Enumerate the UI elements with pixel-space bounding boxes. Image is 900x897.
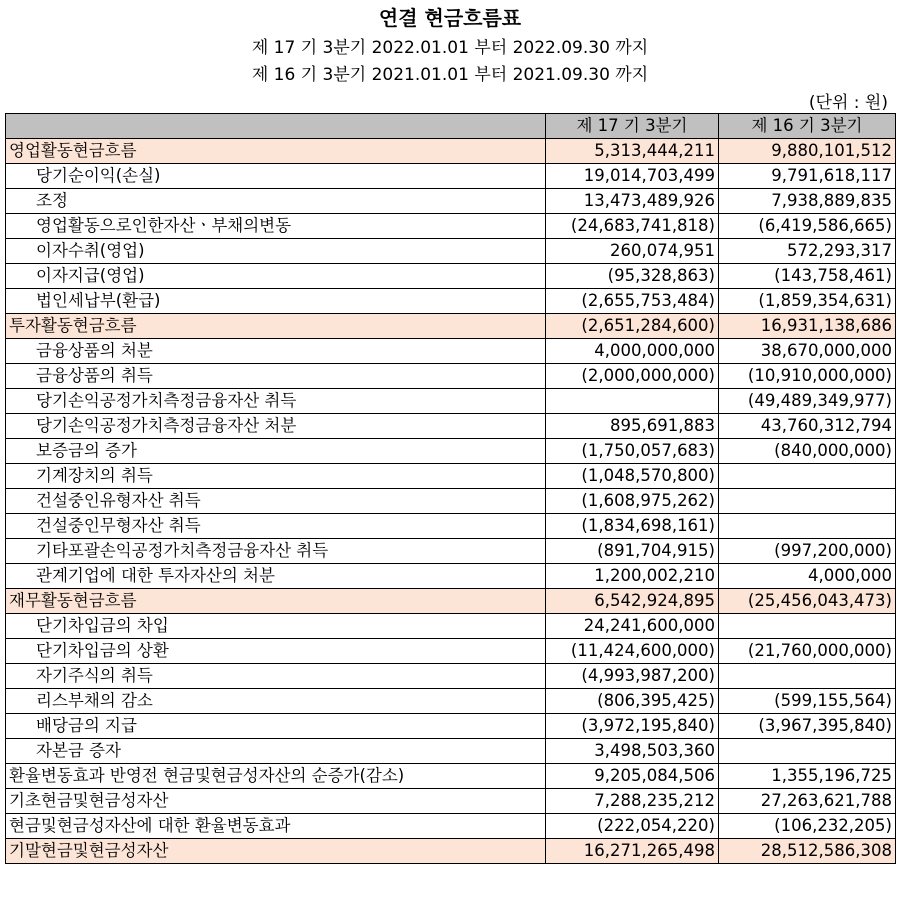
row-label: 기초현금및현금성자산 (6, 789, 546, 814)
current-value: (2,655,753,484) (546, 289, 719, 314)
prior-value (719, 664, 896, 689)
prior-value: 43,760,312,794 (719, 414, 896, 439)
row-label: 기말현금및현금성자산 (6, 839, 546, 864)
current-value: (3,972,195,840) (546, 714, 719, 739)
prior-value: 1,355,196,725 (719, 764, 896, 789)
current-value: 260,074,951 (546, 239, 719, 264)
current-value: 1,200,002,210 (546, 564, 719, 589)
current-value: (95,328,863) (546, 264, 719, 289)
row-label: 단기차입금의 차입 (6, 614, 546, 639)
prior-value: (997,200,000) (719, 539, 896, 564)
table-row (6, 214, 896, 239)
cash-flow-table (5, 113, 896, 864)
table-row (6, 164, 896, 189)
table-row (6, 689, 896, 714)
total-row (6, 764, 896, 789)
prior-value: 9,880,101,512 (719, 139, 896, 164)
row-label: 금융상품의 처분 (6, 339, 546, 364)
row-label: 당기손익공정가치측정금융자산 취득 (6, 389, 546, 414)
current-value: (4,993,987,200) (546, 664, 719, 689)
table-row (6, 339, 896, 364)
table-row (6, 389, 896, 414)
current-value: 6,542,924,895 (546, 589, 719, 614)
prior-value: 28,512,586,308 (719, 839, 896, 864)
table-row (6, 739, 896, 764)
table-row (6, 639, 896, 664)
row-label: 보증금의 증가 (6, 439, 546, 464)
prior-value: 7,938,889,835 (719, 189, 896, 214)
prior-value: 38,670,000,000 (719, 339, 896, 364)
period-current: 제 17 기 3분기 2022.01.01 부터 2022.09.30 까지 (251, 38, 649, 58)
prior-value (719, 464, 896, 489)
prior-value (719, 739, 896, 764)
current-value: (806,395,425) (546, 689, 719, 714)
table-row (6, 439, 896, 464)
current-value: (2,651,284,600) (546, 314, 719, 339)
row-label: 당기손익공정가치측정금융자산 처분 (6, 414, 546, 439)
prior-value: (599,155,564) (719, 689, 896, 714)
row-label: 환율변동효과 반영전 현금및현금성자산의 순증가(감소) (6, 764, 546, 789)
table-row (6, 489, 896, 514)
header-prior-period: 제 16 기 3분기 (719, 114, 896, 139)
row-label: 자기주식의 취득 (6, 664, 546, 689)
row-label: 투자활동현금흐름 (6, 314, 546, 339)
table-row (6, 289, 896, 314)
document-title: 연결 현금흐름표 (378, 6, 522, 30)
row-label: 금융상품의 취득 (6, 364, 546, 389)
prior-value: (6,419,586,665) (719, 214, 896, 239)
row-label: 이자수취(영업) (6, 239, 546, 264)
row-label: 건설중인유형자산 취득 (6, 489, 546, 514)
row-label: 관계기업에 대한 투자자산의 처분 (6, 564, 546, 589)
current-value: (222,054,220) (546, 814, 719, 839)
row-label: 기타포괄손익공정가치측정금융자산 취득 (6, 539, 546, 564)
current-value: 19,014,703,499 (546, 164, 719, 189)
prior-value: 4,000,000 (719, 564, 896, 589)
current-value: 895,691,883 (546, 414, 719, 439)
row-label: 리스부채의 감소 (6, 689, 546, 714)
row-label: 건설중인무형자산 취득 (6, 514, 546, 539)
prior-value: (21,760,000,000) (719, 639, 896, 664)
prior-value: (25,456,043,473) (719, 589, 896, 614)
section-row (6, 314, 896, 339)
current-value: 9,205,084,506 (546, 764, 719, 789)
table-row (6, 539, 896, 564)
row-label: 영업활동으로인한자산ㆍ부채의변동 (6, 214, 546, 239)
row-label: 법인세납부(환급) (6, 289, 546, 314)
current-value: (11,424,600,000) (546, 639, 719, 664)
current-value: 24,241,600,000 (546, 614, 719, 639)
table-body (6, 139, 896, 864)
total-row (6, 814, 896, 839)
current-value (546, 389, 719, 414)
current-value: (891,704,915) (546, 539, 719, 564)
period-prior: 제 16 기 3분기 2021.01.01 부터 2021.09.30 까지 (251, 65, 649, 85)
prior-value: (3,967,395,840) (719, 714, 896, 739)
current-value: 13,473,489,926 (546, 189, 719, 214)
prior-value (719, 614, 896, 639)
current-value: 4,000,000,000 (546, 339, 719, 364)
section-row (6, 139, 896, 164)
prior-value: (49,489,349,977) (719, 389, 896, 414)
row-label: 이자지급(영업) (6, 264, 546, 289)
prior-value: 16,931,138,686 (719, 314, 896, 339)
prior-value: (840,000,000) (719, 439, 896, 464)
header-current-period: 제 17 기 3분기 (546, 114, 719, 139)
prior-value: (10,910,000,000) (719, 364, 896, 389)
current-value: (1,048,570,800) (546, 464, 719, 489)
prior-value (719, 489, 896, 514)
current-value: 3,498,503,360 (546, 739, 719, 764)
current-value: (2,000,000,000) (546, 364, 719, 389)
table-row (6, 464, 896, 489)
prior-value: 27,263,621,788 (719, 789, 896, 814)
current-value: (1,834,698,161) (546, 514, 719, 539)
header-row (6, 114, 896, 139)
header-label (6, 114, 546, 139)
section-row (6, 839, 896, 864)
table-row (6, 239, 896, 264)
row-label: 조정 (6, 189, 546, 214)
row-label: 재무활동현금흐름 (6, 589, 546, 614)
table-row (6, 189, 896, 214)
prior-value: (106,232,205) (719, 814, 896, 839)
current-value: 5,313,444,211 (546, 139, 719, 164)
row-label: 기계장치의 취득 (6, 464, 546, 489)
prior-value (719, 514, 896, 539)
row-label: 영업활동현금흐름 (6, 139, 546, 164)
table-row (6, 264, 896, 289)
prior-value: (1,859,354,631) (719, 289, 896, 314)
prior-value: 9,791,618,117 (719, 164, 896, 189)
row-label: 자본금 증자 (6, 739, 546, 764)
table-row (6, 364, 896, 389)
row-label: 배당금의 지급 (6, 714, 546, 739)
table-row (6, 514, 896, 539)
section-row (6, 589, 896, 614)
current-value: (1,608,975,262) (546, 489, 719, 514)
unit-label: (단위 : 원) (808, 93, 888, 113)
total-row (6, 789, 896, 814)
current-value: 16,271,265,498 (546, 839, 719, 864)
current-value: (1,750,057,683) (546, 439, 719, 464)
table-row (6, 614, 896, 639)
table-row (6, 414, 896, 439)
table-row (6, 714, 896, 739)
table-row (6, 564, 896, 589)
row-label: 단기차입금의 상환 (6, 639, 546, 664)
row-label: 당기순이익(손실) (6, 164, 546, 189)
row-label: 현금및현금성자산에 대한 환율변동효과 (6, 814, 546, 839)
current-value: (24,683,741,818) (546, 214, 719, 239)
table-row (6, 664, 896, 689)
prior-value: (143,758,461) (719, 264, 896, 289)
prior-value: 572,293,317 (719, 239, 896, 264)
current-value: 7,288,235,212 (546, 789, 719, 814)
